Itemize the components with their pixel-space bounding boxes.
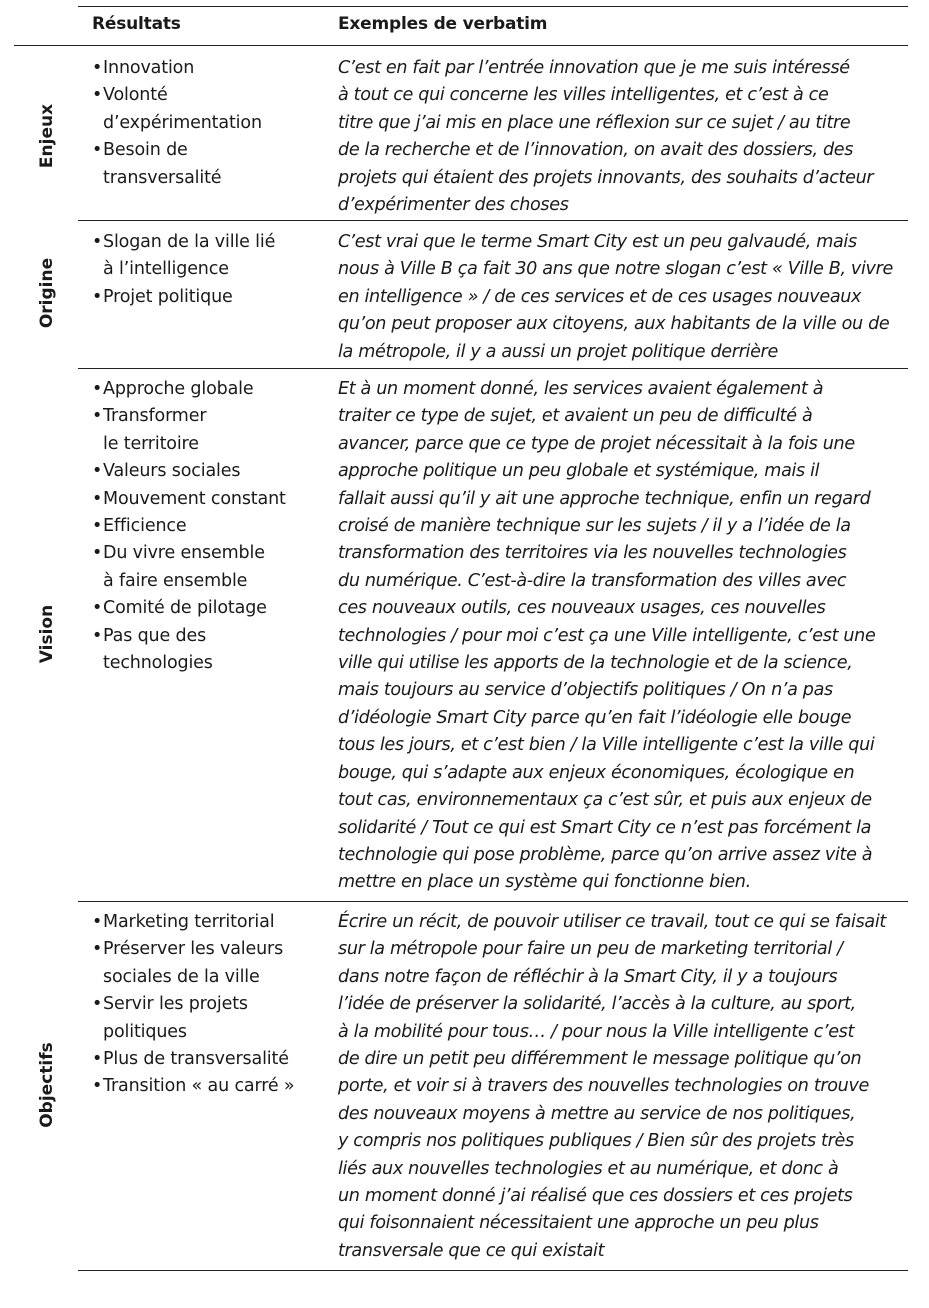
verbatim-line: transversale que ce qui existait xyxy=(338,1240,605,1261)
result-item: • Innovation xyxy=(92,55,324,82)
result-item: • Servir les projets politiques xyxy=(92,991,324,1046)
verbatim-line: technologies / pour moi c’est ça une Ville intelligente, c’est une xyxy=(338,625,876,646)
table-bottom-rule xyxy=(78,1270,908,1271)
results-list xyxy=(92,55,324,192)
table-top-rule xyxy=(78,6,908,7)
result-item: • Volonté d’expérimentation xyxy=(92,82,324,137)
verbatim-line: liés aux nouvelles technologies et au numérique, et donc à xyxy=(338,1158,839,1179)
verbatim-text xyxy=(338,909,903,1265)
verbatim-line: à la mobilité pour tous… / pour nous la Ville intelligente c’est xyxy=(338,1021,855,1042)
verbatim-line: Et à un moment donné, les services avaient également à xyxy=(338,379,824,399)
results-list xyxy=(92,229,324,311)
category-label: Enjeux xyxy=(37,103,57,169)
result-item: • Préserver les valeurs sociales de la ville xyxy=(92,936,324,991)
verbatim-line: approche politique un peu globale et systémique, mais il xyxy=(338,461,820,482)
result-item: • Transformer le territoire xyxy=(92,403,324,458)
verbatim-line: qu’on peut proposer aux citoyens, aux habitants de la ville ou de xyxy=(338,314,890,335)
verbatim-line: nous à Ville B ça fait 30 ans que notre slogan c’est « Ville B, vivre xyxy=(338,259,893,280)
verbatim-line: l’idée de préserver la solidarité, l’accès à la culture, au sport, xyxy=(338,994,856,1015)
verbatim-line: porte, et voir si à travers des nouvelles technologies on trouve xyxy=(338,1076,869,1097)
verbatim-line: d’expérimenter des choses xyxy=(338,195,569,216)
results-list xyxy=(92,376,324,677)
verbatim-line: bouge, qui s’adapte aux enjeux économiques, écologique en xyxy=(338,762,855,783)
header-results: Résultats xyxy=(92,14,181,34)
result-item: • Besoin de transversalité xyxy=(92,137,324,192)
result-item: • Slogan de la ville lié à l’intelligence xyxy=(92,229,324,284)
verbatim-line: y compris nos politiques publiques / Bien sûr des projets très xyxy=(338,1131,854,1152)
result-item: • Valeurs sociales xyxy=(92,458,324,485)
row-divider xyxy=(78,368,908,369)
verbatim-line: la métropole, il y a aussi un projet politique derrière xyxy=(338,341,778,362)
verbatim-line: ces nouveaux outils, ces nouveaux usages, ces nouvelles xyxy=(338,598,826,619)
verbatim-text xyxy=(338,376,903,897)
verbatim-line: du numérique. C’est-à-dire la transformation des villes avec xyxy=(338,570,847,591)
verbatim-line: tout cas, environnementaux ça c’est sûr, et puis aux enjeux de xyxy=(338,790,872,811)
result-item: • Pas que des technologies xyxy=(92,623,324,678)
verbatim-line: un moment donné j’ai réalisé que ces dossiers et ces projets xyxy=(338,1186,853,1207)
result-item: • Plus de transversalité xyxy=(92,1046,324,1073)
category-label: Objectifs xyxy=(37,1042,57,1128)
category-label: Vision xyxy=(37,604,57,664)
verbatim-line: projets qui étaient des projets innovants, des souhaits d’acteur xyxy=(338,167,874,188)
verbatim-line: de la recherche et de l’innovation, on avait des dossiers, des xyxy=(338,140,854,161)
verbatim-line: dans notre façon de réfléchir à la Smart City, il y a toujours xyxy=(338,966,838,987)
verbatim-line: qui foisonnaient nécessitaient une approche un peu plus xyxy=(338,1213,819,1234)
verbatim-line: sur la métropole pour faire un peu de marketing territorial / xyxy=(338,939,843,960)
verbatim-line: croisé de manière technique sur les sujets / il y a l’idée de la xyxy=(338,516,851,537)
result-item: • Efficience xyxy=(92,513,324,540)
result-item: • Comité de pilotage xyxy=(92,595,324,622)
result-item: • Mouvement constant xyxy=(92,486,324,513)
verbatim-line: à tout ce qui concerne les villes intelligentes, et c’est à ce xyxy=(338,85,829,106)
result-item: • Transition « au carré » xyxy=(92,1073,324,1100)
verbatim-line: d’idéologie Smart City parce qu’en fait l’idéologie elle bouge xyxy=(338,707,852,728)
result-item: • Approche globale xyxy=(92,376,324,403)
verbatim-line: titre que j’ai mis en place une réflexion sur ce sujet / au titre xyxy=(338,112,851,133)
verbatim-line: traiter ce type de sujet, et avaient un peu de difficulté à xyxy=(338,406,813,427)
verbatim-line: ville qui utilise les apports de la technologie et de la science, xyxy=(338,653,853,674)
verbatim-line: des nouveaux moyens à mettre au service de nos politiques, xyxy=(338,1103,856,1124)
header-rule xyxy=(14,45,908,46)
verbatim-line: Écrire un récit, de pouvoir utiliser ce travail, tout ce qui se faisait xyxy=(338,912,886,932)
header-verbatim: Exemples de verbatim xyxy=(338,14,548,34)
verbatim-line: avancer, parce que ce type de projet nécessitait à la fois une xyxy=(338,433,855,454)
verbatim-line: technologie qui pose problème, parce qu’on arrive assez vite à xyxy=(338,844,873,865)
verbatim-line: solidarité / Tout ce qui est Smart City ce n’est pas forcément la xyxy=(338,817,872,838)
verbatim-line: transformation des territoires via les nouvelles technologies xyxy=(338,543,847,564)
category-label: Origine xyxy=(37,257,57,329)
verbatim-line: en intelligence » / de ces services et de ces usages nouveaux xyxy=(338,286,862,307)
row-divider xyxy=(78,220,908,221)
verbatim-line: fallait aussi qu’il y ait une approche technique, enfin un regard xyxy=(338,488,871,509)
verbatim-line: mais toujours au service d’objectifs politiques / On n’a pas xyxy=(338,680,833,701)
result-item: • Du vivre ensemble à faire ensemble xyxy=(92,540,324,595)
verbatim-line: C’est vrai que le terme Smart City est un peu galvaudé, mais xyxy=(338,232,857,252)
verbatim-text xyxy=(338,229,903,366)
results-list xyxy=(92,909,324,1101)
verbatim-line: de dire un petit peu différemment le message politique qu’on xyxy=(338,1049,862,1070)
verbatim-line: tous les jours, et c’est bien / la Ville intelligente c’est la ville qui xyxy=(338,735,875,756)
result-item: • Projet politique xyxy=(92,284,324,311)
verbatim-line: C’est en fait par l’entrée innovation que je me suis intéressé xyxy=(338,58,850,78)
verbatim-line: mettre en place un système qui fonctionne bien. xyxy=(338,872,751,893)
verbatim-text xyxy=(338,55,903,219)
row-divider xyxy=(78,901,908,902)
result-item: • Marketing territorial xyxy=(92,909,324,936)
